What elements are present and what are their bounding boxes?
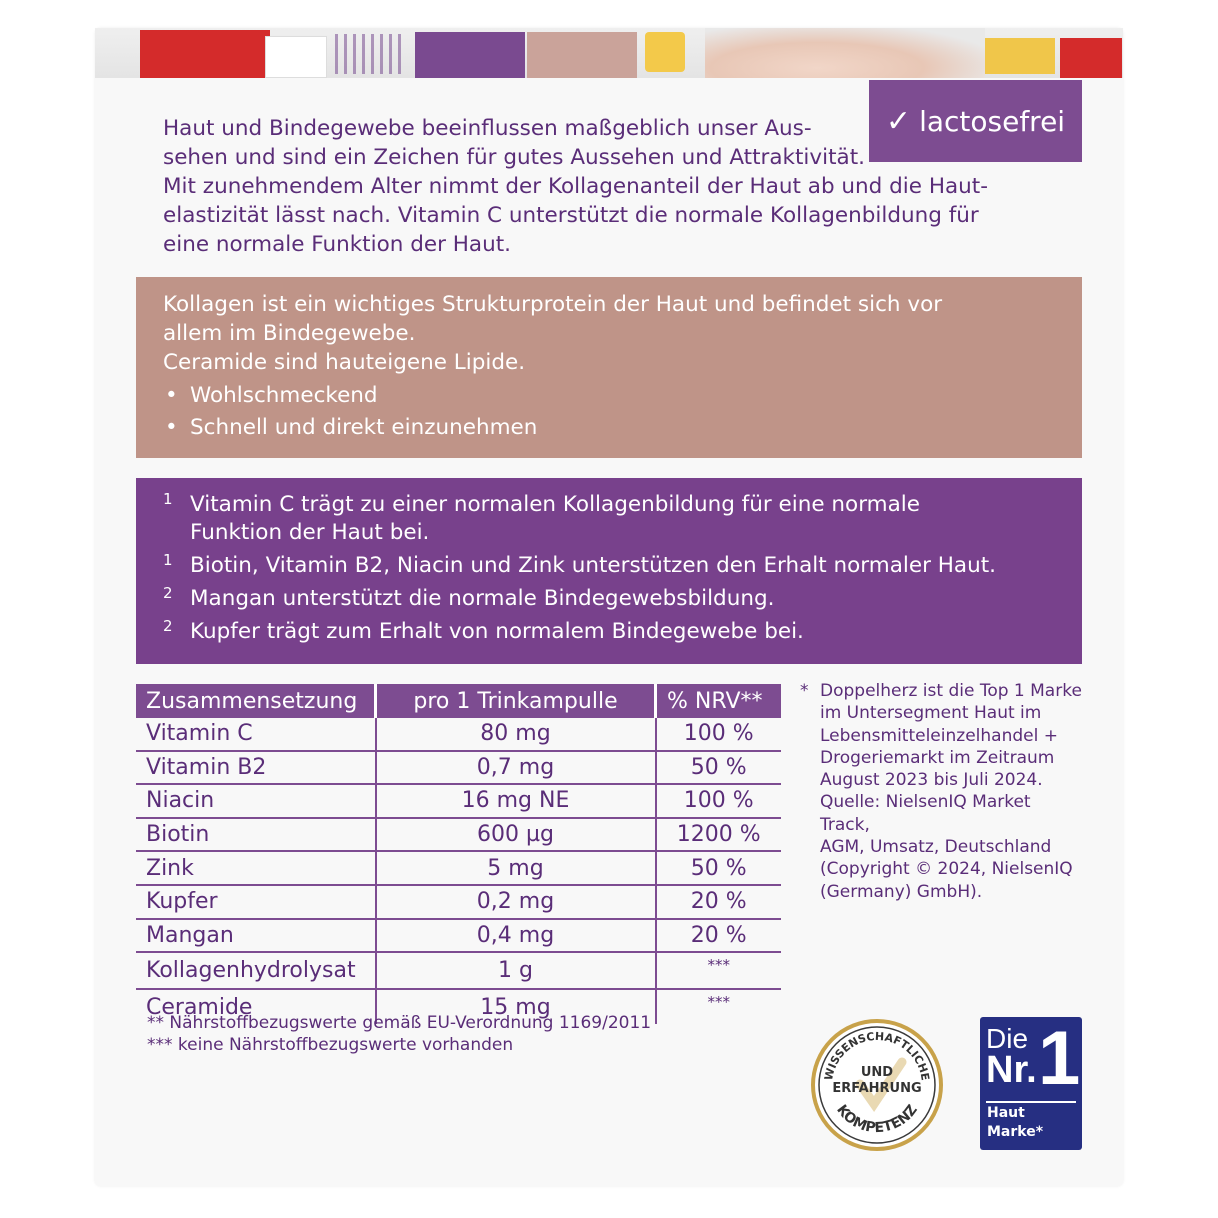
info-bullets bbox=[163, 381, 1055, 442]
flap-yellow-badge bbox=[645, 32, 685, 72]
intro-line: elastizität lässt nach. Vitamin C unterstützt die normale Kollagenbildung für bbox=[163, 203, 979, 228]
info-line: Kollagen ist ein wichtiges Strukturprotein der Haut und befindet sich vor bbox=[163, 292, 943, 317]
nutrient-nrv: *** bbox=[656, 989, 782, 1025]
nutrient-amount: 5 mg bbox=[376, 851, 656, 885]
flap-purple-panel bbox=[415, 32, 525, 78]
bullet-text: Wohlschmeckend bbox=[190, 383, 378, 408]
claim-item bbox=[163, 585, 1082, 613]
table-footnotes bbox=[147, 1012, 651, 1056]
note-line: AGM, Umsatz, Deutschland bbox=[820, 837, 1052, 858]
note-line: Lebensmitteleinzelhandel + bbox=[820, 725, 1058, 746]
badge-one-text: 1 bbox=[1038, 1016, 1081, 1101]
lactose-free-badge bbox=[869, 80, 1082, 162]
column-header: Zusammensetzung bbox=[136, 684, 376, 718]
nutrient-nrv: 100 % bbox=[656, 784, 782, 818]
table-row bbox=[136, 784, 781, 818]
note-line: (Germany) GmbH). bbox=[820, 881, 983, 902]
nutrient-nrv: 20 % bbox=[656, 885, 782, 919]
flap-face-photo bbox=[705, 28, 985, 78]
bullet-icon: • bbox=[165, 415, 178, 440]
badge-sub-text: Haut bbox=[987, 1105, 1025, 1121]
info-panel bbox=[136, 277, 1082, 458]
nutrient-name: Vitamin C bbox=[136, 718, 376, 751]
nutrient-name: Zink bbox=[136, 851, 376, 885]
claims-panel bbox=[136, 478, 1082, 664]
claim-item bbox=[163, 552, 1082, 580]
claim-text: Kupfer trägt zum Erhalt von normalem Bindegewebe bei. bbox=[190, 619, 804, 644]
nutrient-nrv: 20 % bbox=[656, 919, 782, 953]
flap-text-graphic bbox=[335, 34, 405, 74]
note-line: im Untersegment Haut im bbox=[820, 703, 1042, 724]
footnote: *** keine Nährstoffbezugswerte vorhanden bbox=[147, 1035, 514, 1055]
footnote: ** Nährstoffbezugswerte gemäß EU-Verordnung 1169/2011 bbox=[147, 1013, 652, 1033]
nutrient-name: Ceramide bbox=[146, 994, 253, 1020]
nutrient-nrv: *** bbox=[656, 952, 782, 989]
claim-item bbox=[163, 491, 1082, 547]
brand-logo bbox=[265, 36, 327, 78]
competence-seal-icon bbox=[810, 1018, 944, 1152]
badge-label: lactosefrei bbox=[919, 104, 1066, 138]
claim-text: Mangan unterstützt die normale Bindegewebsbildung. bbox=[190, 586, 775, 611]
intro-line: Haut und Bindegewebe beeinflussen maßgeblich unser Aus- bbox=[163, 116, 812, 141]
badge-nr-text: Nr. bbox=[986, 1049, 1037, 1091]
nutrition-table bbox=[136, 684, 781, 1024]
flap-red-banner bbox=[1060, 38, 1122, 78]
nutrient-nrv: 100 % bbox=[656, 718, 782, 751]
seal-bottom-text: KOMPETENZ bbox=[833, 1102, 921, 1137]
table-row bbox=[136, 952, 781, 989]
nutrient-amount: 80 mg bbox=[376, 718, 656, 751]
table-row bbox=[136, 919, 781, 953]
note-line: Drogeriemarkt im Zeitraum bbox=[820, 747, 1055, 768]
badge-divider bbox=[986, 1101, 1076, 1103]
intro-line: sehen und sind ein Zeichen für gutes Aussehen und Attraktivität. bbox=[163, 145, 865, 170]
info-line: allem im Bindegewebe. bbox=[163, 321, 416, 346]
nutrient-name: Biotin bbox=[136, 818, 376, 852]
info-line: Ceramide sind hauteigene Lipide. bbox=[163, 350, 526, 375]
table-row bbox=[136, 818, 781, 852]
claim-footnote-number: 2 bbox=[163, 584, 173, 602]
nutrient-name: Niacin bbox=[136, 784, 376, 818]
nutrient-amount: 1 g bbox=[376, 952, 656, 989]
column-header: pro 1 Trinkampulle bbox=[376, 684, 656, 718]
nutrient-amount: 600 µg bbox=[376, 818, 656, 852]
claim-footnote-number: 2 bbox=[163, 617, 173, 635]
bullet-item bbox=[163, 413, 1055, 442]
badge-die-text: Die bbox=[986, 1023, 1029, 1054]
nutrient-nrv: 50 % bbox=[656, 851, 782, 885]
flap-rose-panel bbox=[527, 32, 637, 78]
nutrient-name: Kupfer bbox=[136, 885, 376, 919]
bullet-icon: • bbox=[165, 383, 178, 408]
note-line: Doppelherz ist die Top 1 Marke bbox=[820, 681, 1082, 701]
check-icon: ✓ bbox=[885, 103, 912, 139]
nutrient-name: Mangan bbox=[136, 919, 376, 953]
table-row bbox=[136, 885, 781, 919]
claim-text: Funktion der Haut bei. bbox=[190, 520, 430, 545]
seal-mid-text: ERFAHRUNG bbox=[832, 1081, 922, 1096]
nutrient-amount: 15 mg bbox=[376, 989, 656, 1025]
note-line: August 2023 bis Juli 2024. bbox=[820, 770, 1043, 791]
intro-line: Mit zunehmendem Alter nimmt der Kollagenanteil der Haut ab und die Haut- bbox=[163, 174, 988, 199]
seal-mid-text: UND bbox=[860, 1065, 894, 1080]
claim-footnote-number: 1 bbox=[163, 490, 173, 508]
claim-footnote-number: 1 bbox=[163, 551, 173, 569]
table-row bbox=[136, 718, 781, 751]
note-line: (Copyright © 2024, NielsenIQ bbox=[820, 859, 1073, 880]
seal-top-text: WISSENSCHAFTLICHE bbox=[822, 1029, 932, 1082]
nutrient-nrv: 1200 % bbox=[656, 818, 782, 852]
badge-sub-text: Marke* bbox=[987, 1124, 1044, 1140]
claim-item bbox=[163, 618, 1082, 646]
market-claim-text bbox=[800, 680, 1085, 903]
table-row bbox=[136, 751, 781, 785]
nutrient-amount: 16 mg NE bbox=[376, 784, 656, 818]
number-one-badge bbox=[980, 1017, 1082, 1150]
table-row bbox=[136, 851, 781, 885]
nutrient-name: Vitamin B2 bbox=[136, 751, 376, 785]
note-line: Quelle: NielsenIQ Market Track, bbox=[820, 792, 1031, 835]
claim-text: Biotin, Vitamin B2, Niacin und Zink unterstützen den Erhalt normaler Haut. bbox=[190, 553, 996, 578]
nutrient-amount: 0,7 mg bbox=[376, 751, 656, 785]
bullet-item bbox=[163, 381, 1055, 410]
table-header-row bbox=[136, 684, 781, 718]
brand-red-panel bbox=[140, 30, 270, 78]
nutrient-amount: 0,2 mg bbox=[376, 885, 656, 919]
nutrient-name: Kollagenhydrolysat bbox=[136, 952, 376, 989]
intro-line: eine normale Funktion der Haut. bbox=[163, 232, 511, 257]
nutrient-nrv: 50 % bbox=[656, 751, 782, 785]
market-claim-note bbox=[800, 680, 1085, 903]
column-header: % NRV** bbox=[656, 684, 782, 718]
package-top-flap bbox=[95, 28, 1123, 78]
asterisk-icon: * bbox=[800, 681, 809, 701]
bullet-text: Schnell und direkt einzunehmen bbox=[190, 415, 538, 440]
nutrient-amount: 0,4 mg bbox=[376, 919, 656, 953]
flap-yellow-banner bbox=[985, 38, 1055, 74]
claim-text: Vitamin C trägt zu einer normalen Kollagenbildung für eine normale bbox=[190, 492, 920, 517]
